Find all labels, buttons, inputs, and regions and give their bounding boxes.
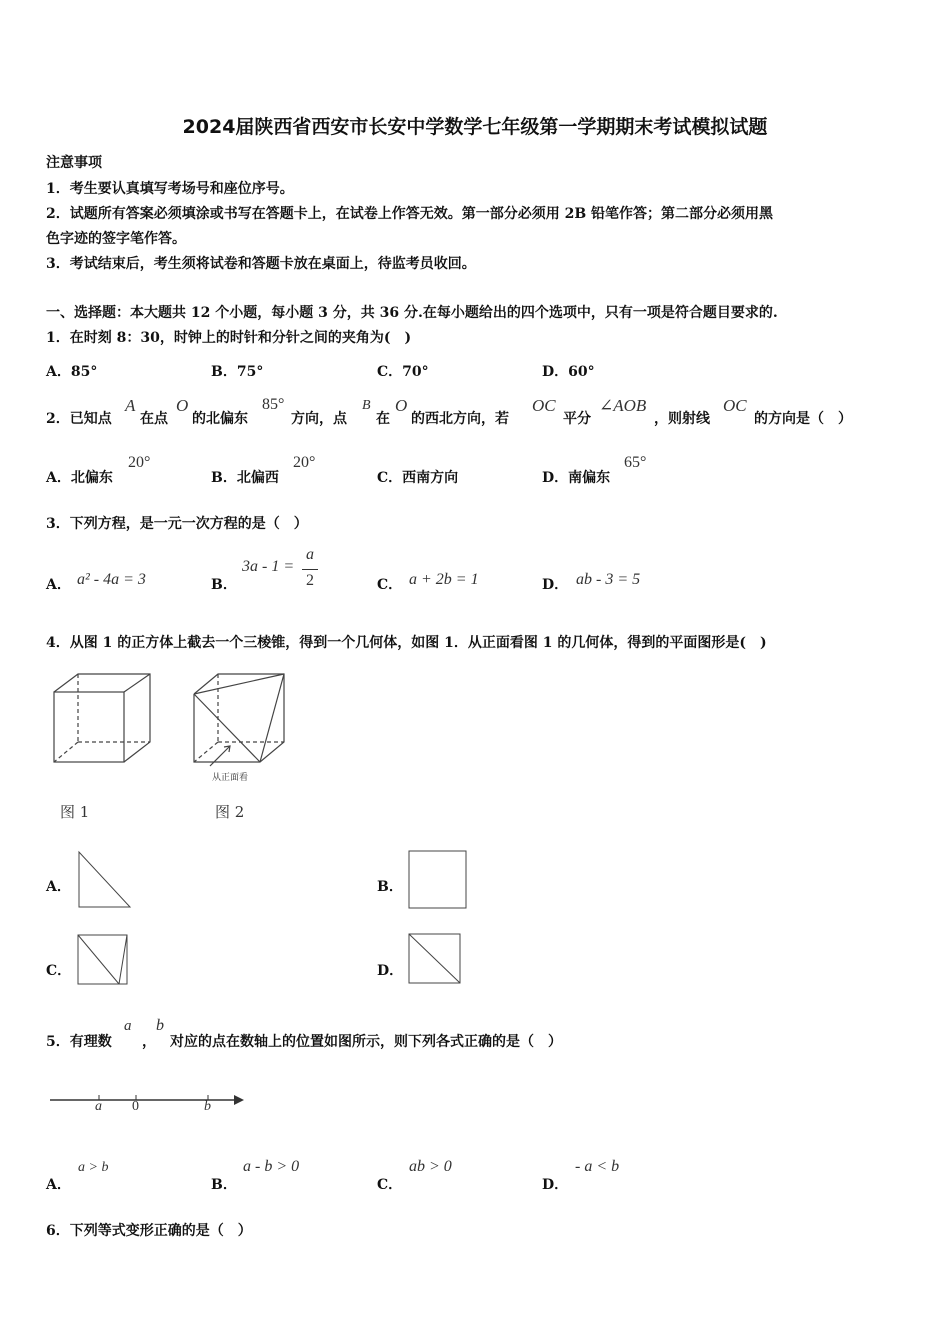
q2-point-o2: O (395, 396, 408, 415)
q5-number-line (48, 1090, 253, 1120)
q2-option-b: B．北偏西 (211, 470, 279, 486)
q5-option-c-expr: ab > 0 (409, 1158, 452, 1175)
q3-option-b-label: B． (211, 577, 237, 593)
q4-option-b-square (408, 850, 468, 910)
q4-figure-1-cube (50, 670, 160, 770)
q2-text-4: 方向，点 (291, 411, 347, 427)
q5-text-2: 对应的点在数轴上的位置如图所示，则下列各式正确的是（ ） (170, 1034, 562, 1050)
q3-option-a-label: A． (46, 577, 71, 593)
q4-option-d-label: D． (377, 963, 404, 979)
q2-text-3: 的北偏东 (192, 411, 248, 427)
q4-view-direction-label: 从正面看 (212, 773, 249, 783)
q2-option-d-value: 65° (624, 454, 647, 471)
q3-option-a-expr: a² - 4a = 3 (77, 571, 146, 588)
q4-option-a-label: A． (46, 879, 71, 895)
notice-item-2a: 2．试题所有答案必须填涂或书写在答题卡上，在试卷上作答无效。第一部分必须用 2B 铅笔作答；第二部分必须用黑 (46, 206, 774, 222)
q5-option-c-label: C． (377, 1177, 403, 1193)
q2-text-5: 在 (376, 411, 390, 427)
q4-option-a-triangle (78, 851, 132, 909)
q4-option-c-label: C． (46, 963, 72, 979)
q2-option-d: D．南偏东 (542, 470, 611, 486)
q4-option-c-square-diagonals (77, 934, 129, 986)
q2-ray-oc1: OC (532, 396, 556, 415)
q5-option-a-expr: a > b (78, 1160, 109, 1175)
q2-option-a: A．北偏东 (46, 470, 113, 486)
q5-option-a-label: A． (46, 1177, 71, 1193)
q3-option-c-expr: a + 2b = 1 (409, 571, 479, 588)
q5-option-d-label: D． (542, 1177, 569, 1193)
q5-var-a: a (124, 1018, 132, 1034)
q1-option-a: A．85° (46, 364, 98, 380)
q5-var-b: b (156, 1017, 164, 1034)
q3-fraction-bar (302, 569, 318, 570)
q2-text-9: 的方向是（ ） (754, 411, 852, 427)
q4-option-b-label: B． (377, 879, 403, 895)
page-title: 2024届陕西省西安市长安中学数学七年级第一学期期末考试模拟试题 (182, 116, 768, 138)
q1-option-b: B．75° (211, 364, 264, 380)
q3-stem: 3．下列方程，是一元一次方程的是（ ） (46, 516, 308, 532)
q3-option-d-label: D． (542, 577, 569, 593)
q5-option-b-expr: a - b > 0 (243, 1158, 300, 1175)
q4-figure-1-caption: 图 1 (60, 803, 90, 821)
q2-angle-aob: ∠AOB (599, 396, 647, 415)
q2-text-2: 在点 (140, 411, 168, 427)
q5-axis-label-a: a (95, 1099, 102, 1114)
q2-option-c: C．西南方向 (377, 470, 459, 486)
q2-deg-85: 85° (262, 396, 285, 413)
q1-option-d: D．60° (542, 364, 595, 380)
q4-option-d-square-diagonal (408, 933, 462, 985)
q5-option-d-expr: - a < b (575, 1158, 620, 1175)
q2-text-8: ，则射线 (654, 411, 710, 427)
q2-point-o1: O (176, 396, 189, 415)
notice-item-3: 3．考试结束后，考生须将试卷和答题卡放在桌面上，待监考员收回。 (46, 256, 476, 272)
q2-text-6: 的西北方向，若 (411, 411, 509, 427)
q5-text-1: 5．有理数 (46, 1034, 112, 1050)
notice-item-1: 1．考生要认真填写考场号和座位序号。 (46, 181, 294, 197)
q5-axis-label-0: 0 (132, 1099, 139, 1114)
q2-text-1: 2．已知点 (46, 411, 112, 427)
notice-heading: 注意事项 (46, 155, 102, 171)
q5-option-b-label: B． (211, 1177, 237, 1193)
q3-option-b-denominator: 2 (306, 572, 314, 589)
q1-stem: 1．在时刻 8：30，时钟上的时针和分针之间的夹角为( ) (46, 330, 412, 346)
q6-stem: 6．下列等式变形正确的是（ ） (46, 1223, 252, 1239)
q1-option-c: C．70° (377, 364, 429, 380)
q4-figure-2-cut-cube (188, 670, 298, 785)
q3-option-d-expr: ab - 3 = 5 (576, 571, 641, 588)
q3-option-c-label: C． (377, 577, 403, 593)
q2-text-7: 平分 (563, 411, 591, 427)
q2-point-a: A (125, 396, 136, 415)
q3-option-b-left: 3a - 1 = (242, 558, 295, 575)
q2-option-b-value: 20° (293, 454, 316, 471)
q5-axis-label-b: b (204, 1099, 211, 1114)
q2-ray-oc2: OC (723, 396, 747, 415)
q3-option-b-numerator: a (306, 546, 314, 563)
section-heading: 一、选择题：本大题共 12 个小题，每小题 3 分，共 36 分.在每小题给出的四个选项中，只有一项是符合题目要求的. (46, 305, 778, 321)
q4-figure-2-caption: 图 2 (215, 803, 245, 821)
q2-option-a-value: 20° (128, 454, 151, 471)
notice-item-2b: 色字迹的签字笔作答。 (46, 231, 186, 247)
q5-comma: ， (142, 1034, 156, 1050)
q4-stem: 4．从图 1 的正方体上截去一个三棱锥，得到一个几何体，如图 1．从正面看图 1 的几何体，得到的平面图形是( ) (46, 635, 767, 651)
q2-point-b: B (362, 398, 371, 413)
